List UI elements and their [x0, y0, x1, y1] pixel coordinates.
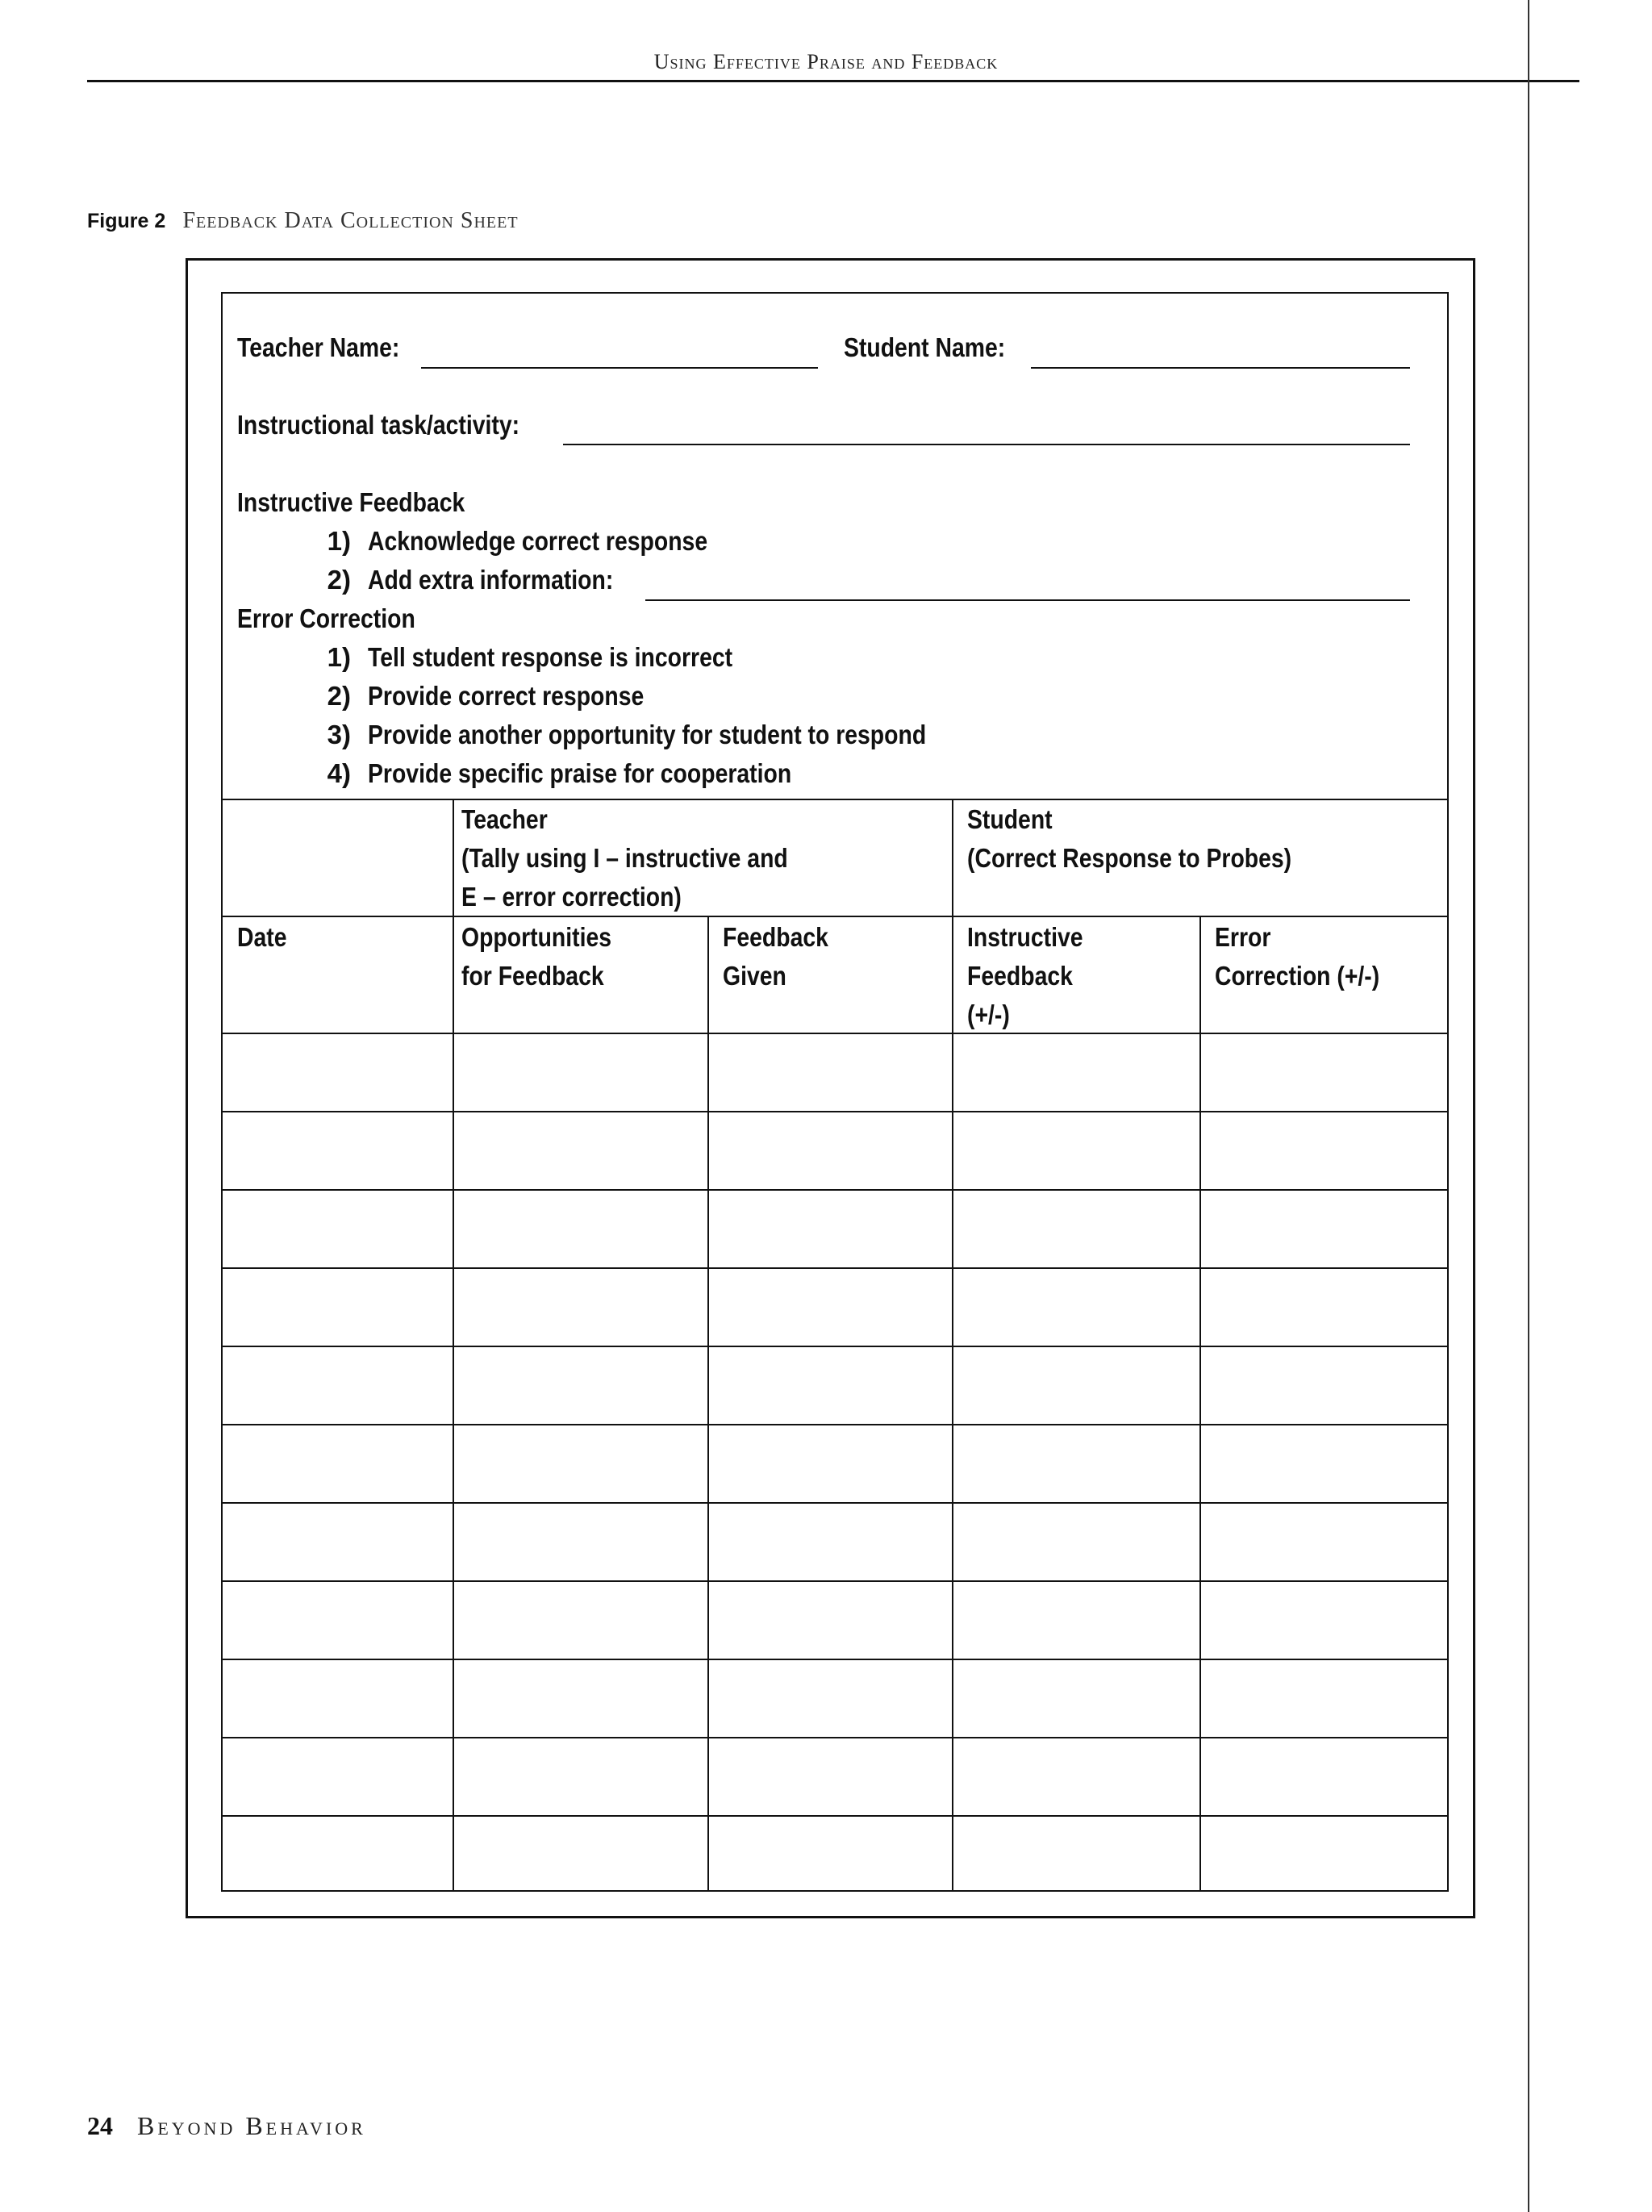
extra-information-field[interactable] — [645, 599, 1410, 601]
column-divider — [1199, 916, 1201, 1892]
instructive-item-number: 1) — [327, 526, 351, 556]
error-item: Tell student response is incorrect — [368, 642, 733, 672]
student-name-label: Student Name: — [844, 332, 1006, 362]
page-footer — [87, 2111, 366, 2141]
page-edge-rule — [1528, 0, 1529, 2212]
row-divider — [221, 1424, 1449, 1425]
column-header-feedback-given: Feedback Given — [723, 922, 828, 991]
journal-name: Beyond Behavior — [137, 2111, 366, 2140]
instructive-item-number: 2) — [327, 565, 351, 595]
student-name-field[interactable] — [1031, 367, 1410, 369]
row-divider — [221, 1267, 1449, 1269]
student-group-header: Student (Correct Response to Probes) — [967, 804, 1292, 873]
row-divider — [221, 1815, 1449, 1817]
error-item: Provide another opportunity for student to respond — [368, 720, 927, 749]
row-divider — [221, 1737, 1449, 1738]
group-header-border — [221, 916, 1449, 917]
error-item: Provide specific praise for cooperation — [368, 758, 792, 788]
column-divider — [952, 799, 953, 1892]
row-divider — [221, 1580, 1449, 1582]
teacher-name-field[interactable] — [421, 367, 818, 369]
column-header-border — [221, 1033, 1449, 1034]
figure-label: Figure 2 — [87, 210, 166, 232]
page-number: 24 — [87, 2111, 113, 2140]
error-item-number: 1) — [327, 642, 351, 672]
row-divider — [221, 1189, 1449, 1191]
task-label: Instructional task/activity: — [237, 410, 520, 440]
error-item-number: 2) — [327, 681, 351, 711]
column-header-date: Date — [237, 922, 287, 952]
header-rule — [87, 80, 1579, 82]
column-divider — [707, 916, 709, 1892]
row-divider — [221, 1659, 1449, 1660]
row-divider — [221, 1502, 1449, 1504]
error-item-number: 4) — [327, 758, 351, 788]
error-item: Provide correct response — [368, 681, 645, 711]
column-header-opportunities: Opportunities for Feedback — [461, 922, 612, 991]
row-divider — [221, 1346, 1449, 1347]
column-header-error-correction: Error Correction (+/-) — [1215, 922, 1380, 991]
teacher-group-header: Teacher (Tally using I – instructive and E – error correction) — [461, 804, 788, 912]
error-item-number: 3) — [327, 720, 351, 749]
figure-caption — [87, 208, 519, 234]
running-head: Using Effective Praise and Feedback — [653, 50, 999, 73]
error-correction-heading: Error Correction — [237, 603, 415, 633]
row-divider — [221, 1111, 1449, 1112]
instructive-item: Add extra information: — [368, 565, 614, 595]
figure-title: Feedback Data Collection Sheet — [182, 208, 519, 233]
column-divider — [453, 799, 454, 1892]
task-field[interactable] — [563, 444, 1410, 445]
teacher-name-label: Teacher Name: — [237, 332, 400, 362]
column-header-instructive-feedback: Instructive Feedback (+/-) — [967, 922, 1083, 1029]
instructive-item: Acknowledge correct response — [368, 526, 708, 556]
instructive-heading: Instructive Feedback — [237, 487, 465, 517]
